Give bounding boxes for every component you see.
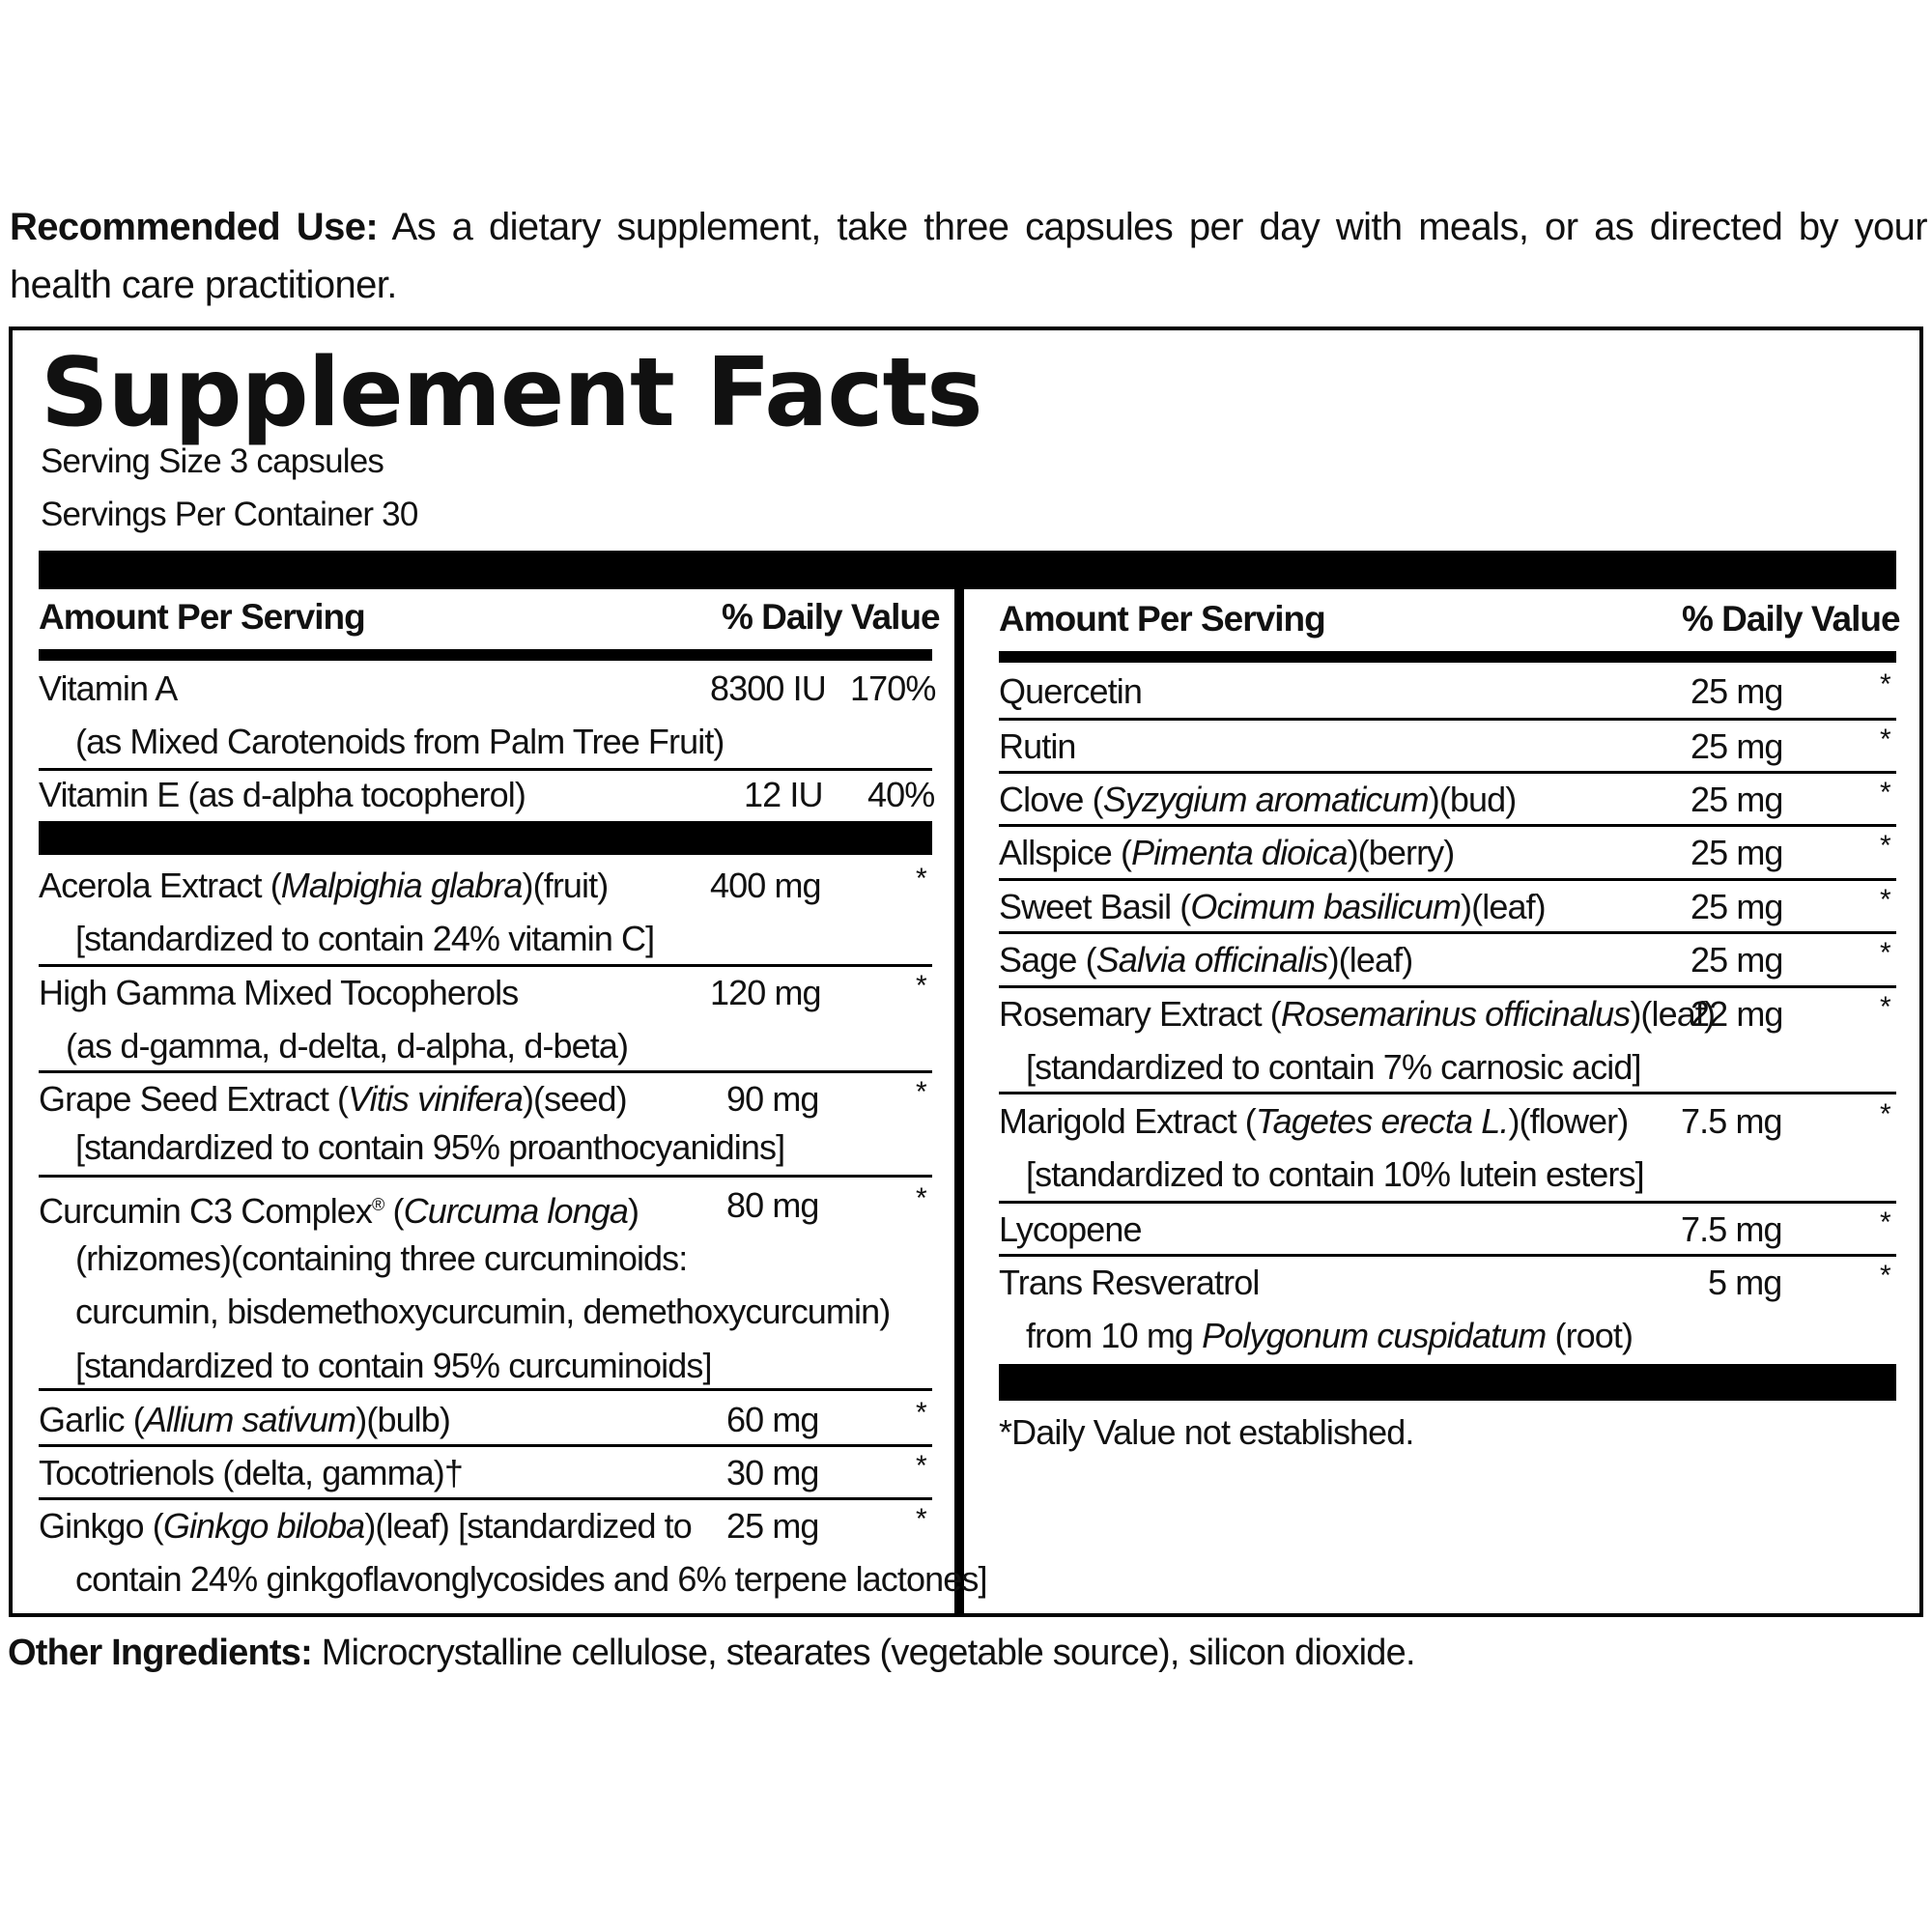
vitamin-e-name: Vitamin E (as d-alpha tocopherol) — [39, 775, 526, 814]
grape-seed-dv: * — [916, 1076, 927, 1108]
gamma-name: High Gamma Mixed Tocopherols — [39, 973, 519, 1012]
garlic-dv: * — [916, 1397, 927, 1429]
clove-name: Clove (Syzygium aromaticum)(bud) — [999, 780, 1517, 819]
marigold-name: Marigold Extract (Tagetes erecta L.)(flower) — [999, 1101, 1629, 1141]
resveratrol-amount: 5 mg — [1708, 1263, 1782, 1302]
footnote: *Daily Value not established. — [999, 1412, 1414, 1452]
servings-per-container: Servings Per Container 30 — [41, 496, 418, 533]
acerola-amount: 400 mg — [710, 866, 821, 905]
sage-amount: 25 mg — [1690, 940, 1783, 980]
clove-dv: * — [1880, 777, 1891, 809]
lycopene-dv: * — [1880, 1207, 1891, 1238]
ginkgo-amount: 25 mg — [726, 1506, 819, 1546]
rosemary-name: Rosemary Extract (Rosemarinus officinalus)(leaf) — [999, 994, 1716, 1034]
thick-divider-right — [999, 1364, 1896, 1401]
gamma-dv: * — [916, 970, 927, 1002]
resveratrol-sub: from 10 mg Polygonum cuspidatum (root) — [1026, 1316, 1634, 1355]
rutin-name: Rutin — [999, 726, 1076, 766]
curcumin-dv: * — [916, 1182, 927, 1214]
right-header-daily-value: % Daily Value — [1682, 599, 1900, 639]
grape-seed-amount: 90 mg — [726, 1079, 819, 1119]
lycopene-name: Lycopene — [999, 1209, 1142, 1249]
quercetin-dv: * — [1880, 668, 1891, 700]
sage-name: Sage (Salvia officinalis)(leaf) — [999, 940, 1413, 980]
quercetin-name: Quercetin — [999, 671, 1142, 711]
lycopene-amount: 7.5 mg — [1681, 1209, 1782, 1249]
vitamin-a-amount: 8300 IU — [710, 668, 826, 708]
curcumin-sub-3: [standardized to contain 95% curcuminoids] — [75, 1346, 712, 1385]
vitamin-a-name: Vitamin A — [39, 668, 178, 708]
vitamin-e-dv: 40% — [867, 775, 935, 814]
basil-dv: * — [1880, 884, 1891, 916]
basil-amount: 25 mg — [1690, 887, 1783, 926]
vitamin-a-sub: (as Mixed Carotenoids from Palm Tree Fruit) — [75, 722, 724, 761]
column-divider — [954, 589, 964, 1617]
ginkgo-dv: * — [916, 1503, 927, 1535]
rosemary-dv: * — [1880, 991, 1891, 1023]
right-header-amount: Amount Per Serving — [999, 599, 1325, 639]
tocotrienols-name: Tocotrienols (delta, gamma)† — [39, 1453, 464, 1492]
rosemary-sub: [standardized to contain 7% carnosic acid] — [1026, 1047, 1641, 1087]
left-header-daily-value: % Daily Value — [722, 597, 940, 637]
marigold-sub: [standardized to contain 10% lutein esters] — [1026, 1154, 1644, 1194]
rule-5 — [39, 1388, 932, 1391]
grape-seed-sub: [standardized to contain 95% proanthocyanidins] — [75, 1127, 785, 1167]
curcumin-name: Curcumin C3 Complex® (Curcuma longa) — [39, 1191, 639, 1231]
thick-divider-left — [39, 821, 932, 855]
rule-4 — [39, 1175, 932, 1178]
gamma-amount: 120 mg — [710, 973, 821, 1012]
ginkgo-sub: contain 24% ginkgoflavonglycosides and 6% terpene lactones] — [75, 1559, 987, 1599]
ginkgo-name: Ginkgo (Ginkgo biloba)(leaf) [standardized to — [39, 1506, 692, 1546]
tocotrienols-amount: 30 mg — [726, 1453, 819, 1492]
recommended-use — [10, 198, 1927, 314]
marigold-dv: * — [1880, 1098, 1891, 1130]
curcumin-sub-1: (rhizomes)(containing three curcuminoids: — [75, 1238, 688, 1278]
garlic-name: Garlic (Allium sativum)(bulb) — [39, 1400, 450, 1439]
allspice-name: Allspice (Pimenta dioica)(berry) — [999, 833, 1455, 872]
allspice-dv: * — [1880, 830, 1891, 862]
recommended-use-text: As a dietary supplement, take three capsules per day with meals, or as directed by your health care practitioner. — [10, 206, 1928, 306]
other-ingredients — [8, 1633, 1415, 1674]
curcumin-sub-2: curcumin, bisdemethoxycurcumin, demethoxycurcumin) — [75, 1292, 891, 1331]
basil-name: Sweet Basil (Ocimum basilicum)(leaf) — [999, 887, 1546, 926]
recommended-use-label: Recommended Use: — [10, 206, 379, 248]
resveratrol-name: Trans Resveratrol — [999, 1263, 1260, 1302]
rosemary-amount: 22 mg — [1690, 994, 1783, 1034]
vitamin-a-dv: 170% — [850, 668, 936, 708]
right-header-rule — [999, 651, 1896, 663]
marigold-amount: 7.5 mg — [1681, 1101, 1782, 1141]
curcumin-amount: 80 mg — [726, 1185, 819, 1225]
grape-seed-name: Grape Seed Extract (Vitis vinifera)(seed) — [39, 1079, 627, 1119]
garlic-amount: 60 mg — [726, 1400, 819, 1439]
acerola-sub: [standardized to contain 24% vitamin C] — [75, 919, 655, 958]
left-header-rule — [39, 649, 932, 661]
rutin-amount: 25 mg — [1690, 726, 1783, 766]
quercetin-amount: 25 mg — [1690, 671, 1783, 711]
resveratrol-dv: * — [1880, 1260, 1891, 1292]
gamma-sub: (as d-gamma, d-delta, d-alpha, d-beta) — [66, 1026, 629, 1065]
serving-size: Serving Size 3 capsules — [41, 442, 384, 480]
rutin-dv: * — [1880, 724, 1891, 755]
left-header-amount: Amount Per Serving — [39, 597, 365, 637]
acerola-name: Acerola Extract (Malpighia glabra)(fruit) — [39, 866, 609, 905]
allspice-amount: 25 mg — [1690, 833, 1783, 872]
panel-title: Supplement Facts — [41, 338, 982, 448]
vitamin-e-amount: 12 IU — [744, 775, 823, 814]
acerola-dv: * — [916, 863, 927, 895]
thick-divider-top — [39, 551, 1896, 589]
other-ingredients-label: Other Ingredients: — [8, 1633, 312, 1673]
tocotrienols-dv: * — [916, 1450, 927, 1482]
clove-amount: 25 mg — [1690, 780, 1783, 819]
other-ingredients-text: Microcrystalline cellulose, stearates (vegetable source), silicon dioxide. — [321, 1633, 1415, 1673]
sage-dv: * — [1880, 937, 1891, 969]
